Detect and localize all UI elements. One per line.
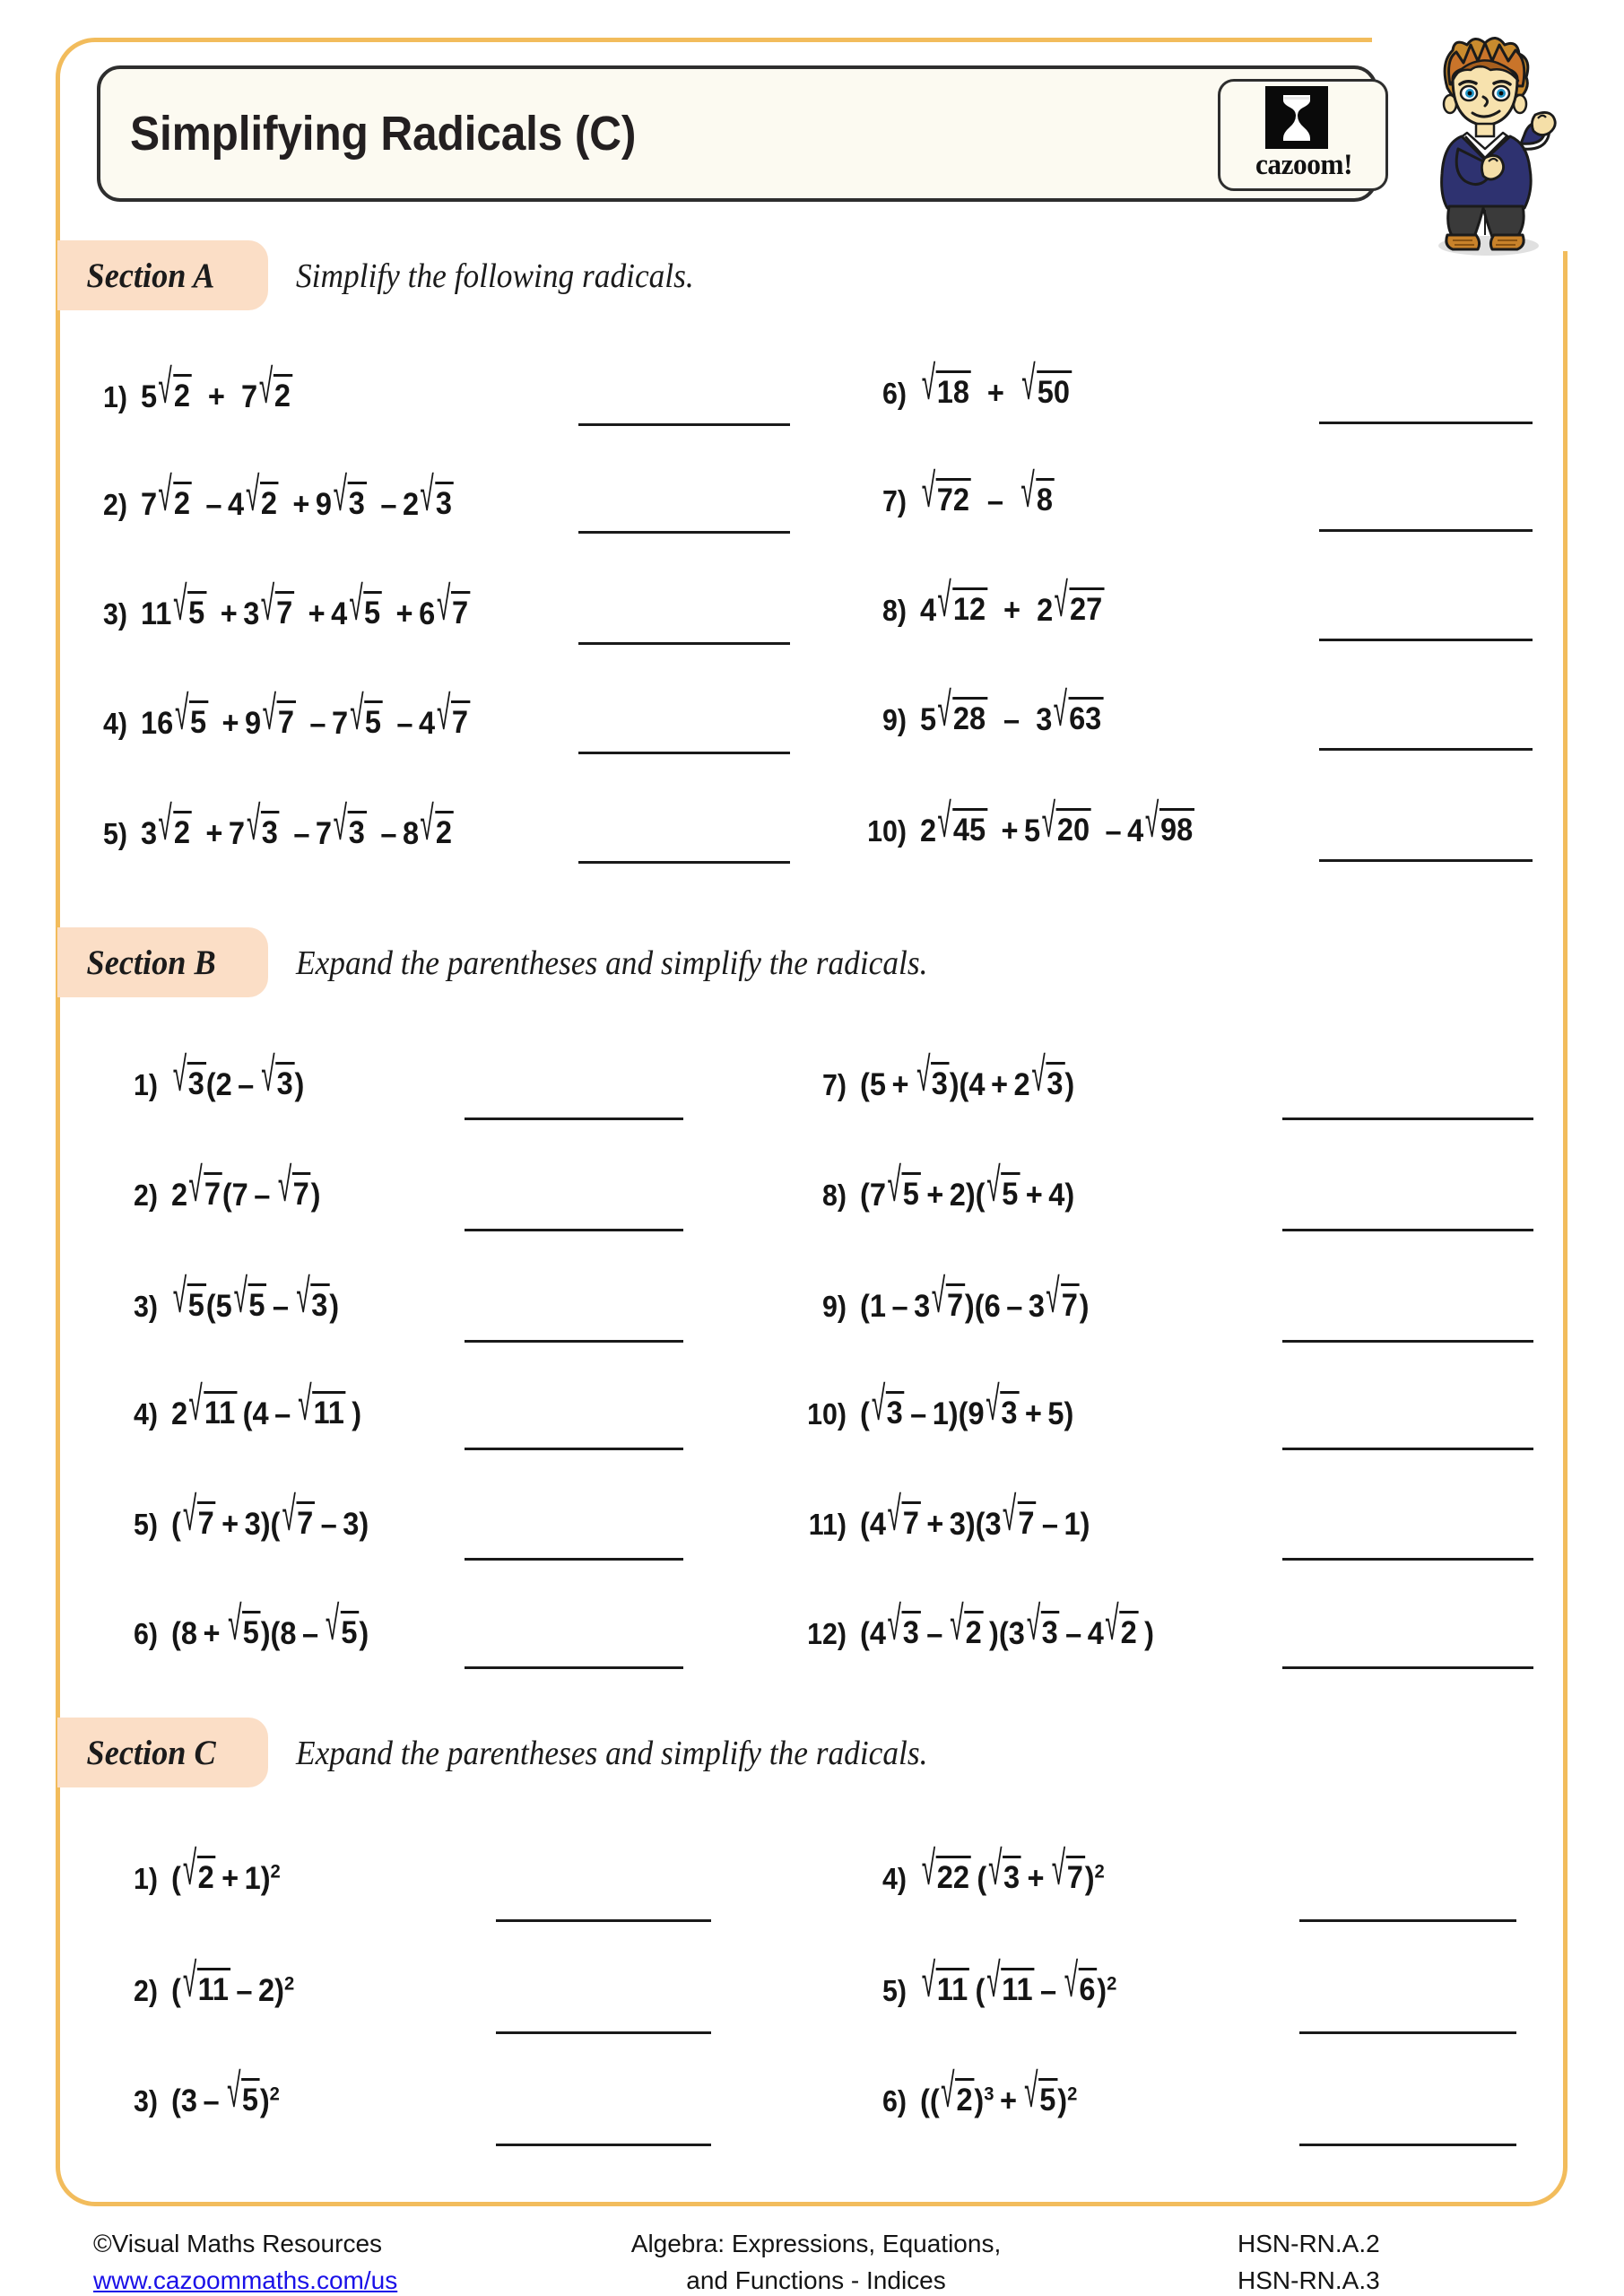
question-expression: √18 + √50	[921, 356, 1070, 411]
answer-line-b-2[interactable]	[465, 1229, 683, 1231]
cazoom-logo-wordmark: cazoom!	[1255, 149, 1353, 181]
question-number: 1)	[134, 1068, 158, 1101]
answer-line-a-10[interactable]	[1319, 859, 1533, 862]
question-expression: (3 – √5)$^2$	[171, 2064, 280, 2118]
question-c-5	[865, 1953, 1132, 2009]
question-expression: (4√3 – √2 )(3√3 – 4√2 )	[860, 1596, 1154, 1651]
question-b-5	[117, 1487, 384, 1543]
question-number: 4)	[882, 1862, 907, 1895]
question-expression: 16√5 + 9√7 – 7√5 – 4√7	[141, 686, 469, 741]
question-expression: $(√2 + 1)^2$	[171, 1841, 281, 1896]
section-c-badge	[57, 1718, 268, 1787]
answer-line-b-9[interactable]	[1282, 1340, 1533, 1343]
cazoom-boy-mascot-icon	[1401, 32, 1571, 258]
answer-line-b-3[interactable]	[465, 1340, 683, 1343]
question-number: 9)	[882, 703, 907, 736]
question-b-8	[805, 1158, 1090, 1213]
section-c-label: Section C	[86, 1733, 216, 1772]
question-a-5	[86, 796, 477, 852]
footer-left	[93, 2230, 397, 2295]
question-expression: (√3 – 1)(9√3 + 5)	[860, 1377, 1074, 1431]
question-b-11	[782, 1487, 1107, 1543]
footer-standards	[1238, 2230, 1533, 2295]
answer-line-c-3[interactable]	[496, 2144, 711, 2146]
question-expression: (4√7 + 3)(3√7 – 1)	[860, 1487, 1090, 1542]
question-b-3	[117, 1269, 352, 1325]
answer-line-a-7[interactable]	[1319, 529, 1533, 532]
question-number: 3)	[103, 597, 127, 631]
question-expression: 7√2 – 4√2 + 9√3 – 2√3	[141, 467, 452, 522]
answer-line-b-10[interactable]	[1282, 1448, 1533, 1450]
question-expression: √3(2 – √3)	[172, 1048, 305, 1102]
answer-line-a-8[interactable]	[1319, 639, 1533, 641]
question-number: 4)	[134, 1397, 158, 1431]
section-a-label: Section A	[86, 256, 215, 295]
question-number: 8)	[822, 1178, 847, 1212]
copyright-text: ©Visual Maths Resources	[93, 2230, 383, 2257]
question-expression: (√11 – 2)$^2$	[171, 1953, 295, 2008]
footer-topic	[538, 2230, 1094, 2295]
question-b-10	[782, 1377, 1090, 1432]
topic-line-1: Algebra: Expressions, Equations,	[630, 2230, 1002, 2257]
question-number: 9)	[822, 1290, 847, 1323]
answer-line-c-4[interactable]	[1299, 1919, 1516, 1922]
question-c-3	[117, 2064, 288, 2119]
question-number: 2)	[103, 488, 127, 521]
page-title: Simplifying Radicals (C)	[130, 107, 637, 161]
question-a-10	[843, 794, 1215, 849]
question-c-1	[117, 1841, 289, 1897]
question-a-4	[86, 686, 495, 742]
question-number: 12)	[807, 1617, 847, 1650]
question-c-6	[865, 2064, 1089, 2119]
question-b-1	[117, 1048, 315, 1103]
question-expression: 11√5 + 3√7 + 4√5 + 6√7	[141, 577, 469, 631]
question-expression: √11 (√11 – √6)$^2$	[921, 1953, 1117, 2008]
question-b-6	[117, 1596, 384, 1652]
answer-line-c-2[interactable]	[496, 2031, 711, 2034]
section-a-badge	[57, 240, 268, 310]
answer-line-a-4[interactable]	[578, 752, 790, 754]
standard-code-2: HSN-RN.A.3	[1238, 2266, 1380, 2294]
answer-line-b-7[interactable]	[1282, 1118, 1533, 1120]
question-expression: √72 – √8	[921, 464, 1053, 518]
answer-line-c-5[interactable]	[1299, 2031, 1516, 2034]
question-expression: (8 + √5)(8 – √5)	[171, 1596, 369, 1651]
question-expression: 2√7(7 – √7)	[171, 1158, 321, 1213]
question-number: 1)	[134, 1862, 158, 1895]
question-expression: √22 $(√3 + √7)^2$	[921, 1841, 1105, 1896]
answer-line-b-1[interactable]	[465, 1118, 683, 1120]
question-a-8	[865, 573, 1118, 629]
question-a-3	[86, 577, 495, 632]
answer-line-b-12[interactable]	[1282, 1666, 1533, 1669]
answer-line-c-1[interactable]	[496, 1919, 711, 1922]
answer-line-b-8[interactable]	[1282, 1229, 1533, 1231]
topic-line-2: and Functions - Indices	[686, 2266, 946, 2294]
answer-line-a-2[interactable]	[578, 531, 790, 534]
question-b-4	[117, 1377, 376, 1432]
question-expression: (1 – 3√7)(6 – 3√7)	[860, 1269, 1090, 1324]
answer-line-b-11[interactable]	[1282, 1558, 1533, 1561]
section-b-instruction: Expand the parentheses and simplify the radicals.	[296, 944, 928, 982]
answer-line-b-6[interactable]	[465, 1666, 683, 1669]
question-number: 5)	[882, 1974, 907, 2007]
question-number: 5)	[103, 817, 127, 850]
question-expression: √5(5√5 – √3)	[172, 1269, 340, 1324]
standard-code-1: HSN-RN.A.2	[1238, 2230, 1380, 2257]
question-number: 10)	[867, 814, 907, 848]
question-number: 10)	[807, 1397, 847, 1431]
answer-line-a-6[interactable]	[1319, 422, 1533, 424]
question-number: 6)	[882, 2084, 907, 2118]
question-expression: $((√2)^3 + √5)^2$	[920, 2064, 1078, 2118]
question-a-1	[86, 360, 304, 415]
question-number: 7)	[822, 1068, 847, 1101]
question-b-7	[805, 1048, 1090, 1103]
question-number: 3)	[134, 1290, 158, 1323]
question-number: 7)	[882, 484, 907, 517]
question-number: 1)	[103, 380, 127, 413]
answer-line-a-5[interactable]	[578, 861, 790, 864]
section-c-instruction: Expand the parentheses and simplify the radicals.	[296, 1735, 928, 1772]
question-a-6	[865, 356, 1083, 412]
answer-line-b-5[interactable]	[465, 1558, 683, 1561]
question-number: 6)	[134, 1617, 158, 1650]
question-a-9	[865, 683, 1117, 738]
question-b-9	[805, 1269, 1107, 1325]
question-number: 6)	[882, 377, 907, 410]
question-number: 8)	[882, 594, 907, 627]
question-expression: 4√12 + 2√27	[920, 573, 1103, 628]
question-number: 2)	[134, 1178, 158, 1212]
answer-line-b-4[interactable]	[465, 1448, 683, 1450]
question-number: 3)	[134, 2084, 158, 2118]
question-number: 5)	[134, 1508, 158, 1541]
question-expression: 3√2 + 7√3 – 7√3 – 8√2	[141, 796, 452, 851]
question-expression: (√7 + 3)(√7 – 3)	[171, 1487, 369, 1542]
question-number: 11)	[808, 1508, 847, 1541]
section-a-instruction: Simplify the following radicals.	[296, 257, 694, 295]
section-b-badge	[57, 927, 268, 997]
question-c-2	[117, 1953, 304, 2009]
question-expression: (7√5 + 2)(√5 + 4)	[860, 1158, 1075, 1213]
question-c-4	[865, 1841, 1118, 1897]
question-b-12	[782, 1596, 1177, 1652]
answer-line-a-9[interactable]	[1319, 748, 1533, 751]
question-number: 2)	[134, 1974, 158, 2007]
answer-line-c-6[interactable]	[1299, 2144, 1516, 2146]
hourglass-icon	[1265, 86, 1328, 149]
question-a-2	[86, 467, 477, 523]
section-b-label: Section B	[86, 943, 216, 982]
question-expression: (5 + √3)(4 + 2√3)	[860, 1048, 1075, 1102]
question-b-2	[117, 1158, 332, 1213]
question-expression: 2√45 + 5√20 – 4√98	[920, 794, 1194, 848]
website-link[interactable]: www.cazoommaths.com/us	[93, 2266, 398, 2294]
question-a-7	[865, 464, 1064, 519]
question-number: 4)	[103, 707, 127, 740]
question-expression: 2√11 (4 – √11 )	[171, 1377, 362, 1431]
answer-line-a-3[interactable]	[578, 642, 790, 645]
question-expression: 5√28 – 3√63	[920, 683, 1102, 737]
answer-line-a-1[interactable]	[578, 423, 790, 426]
question-expression: 5√2 + 7√2	[141, 360, 291, 414]
